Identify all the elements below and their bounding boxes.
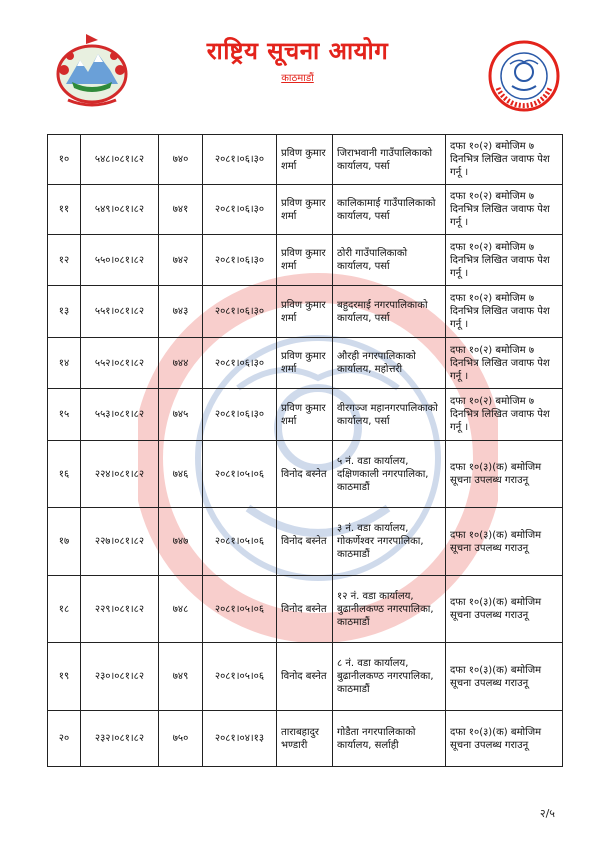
serial-number-cell: १५: [48, 389, 81, 441]
decision-number-cell: ७४९: [159, 643, 203, 711]
office-cell: वीरगञ्ज महानगरपालिकाको कार्यालय, पर्सा: [333, 389, 446, 441]
page-title: राष्ट्रिय सूचना आयोग: [206, 37, 389, 65]
applicant-cell: विनोद बस्नेत: [277, 441, 333, 508]
decision-cell: दफा १०(२) बमोजिम ७ दिनभित्र लिखित जवाफ पेश गर्नू ।: [446, 389, 563, 441]
office-cell: औरही नगरपालिकाको कार्यालय, महोत्तरी: [333, 338, 446, 389]
office-cell: १२ नं. वडा कार्यालय, बुढानीलकण्ठ नगरपालिका, काठमाडौं: [333, 576, 446, 643]
decision-number-cell: ७४१: [159, 185, 203, 235]
decision-cell: दफा १०(३)(क) बमोजिम सूचना उपलब्ध गराउनू: [446, 711, 563, 767]
decision-number-cell: ७४०: [159, 135, 203, 185]
decision-number-cell: ७४४: [159, 338, 203, 389]
applicant-cell: विनोद बस्नेत: [277, 576, 333, 643]
registration-number-cell: ५४९।०८१।८२: [81, 185, 159, 235]
date-cell: २०८१।०६।३०: [203, 286, 277, 338]
decision-cell: दफा १०(२) बमोजिम ७ दिनभित्र लिखित जवाफ पेश गर्नू ।: [446, 338, 563, 389]
registration-number-cell: ५४८।०८१।८२: [81, 135, 159, 185]
office-cell: ३ नं. वडा कार्यालय, गोकर्णेश्वर नगरपालिका, काठमाडौं: [333, 508, 446, 576]
decision-cell: दफा १०(२) बमोजिम ७ दिनभित्र लिखित जवाफ पेश गर्नू ।: [446, 235, 563, 286]
date-cell: २०८१।०५।०६: [203, 643, 277, 711]
table-row: [48, 185, 563, 235]
decision-number-cell: ७४७: [159, 508, 203, 576]
applicant-cell: ताराबहादुर भण्डारी: [277, 711, 333, 767]
applicant-cell: प्रविण कुमार शर्मा: [277, 286, 333, 338]
date-cell: २०८१।०६।३०: [203, 389, 277, 441]
registration-number-cell: २२४।०८१।८२: [81, 441, 159, 508]
serial-number-cell: १९: [48, 643, 81, 711]
decision-cell: दफा १०(३)(क) बमोजिम सूचना उपलब्ध गराउनू: [446, 441, 563, 508]
office-cell: ५ नं. वडा कार्यालय, दक्षिणकाली नगरपालिका, काठमाडौं: [333, 441, 446, 508]
applicant-cell: प्रविण कुमार शर्मा: [277, 185, 333, 235]
registration-number-cell: २३२।०८१।८२: [81, 711, 159, 767]
decision-number-cell: ७४३: [159, 286, 203, 338]
decision-cell: दफा १०(३)(क) बमोजिम सूचना उपलब्ध गराउनू: [446, 508, 563, 576]
serial-number-cell: १३: [48, 286, 81, 338]
registration-number-cell: ५५०।०८१।८२: [81, 235, 159, 286]
decision-cell: दफा १०(२) बमोजिम ७ दिनभित्र लिखित जवाफ पेश गर्नू ।: [446, 185, 563, 235]
registration-number-cell: ५५२।०८१।८२: [81, 338, 159, 389]
decision-cell: दफा १०(३)(क) बमोजिम सूचना उपलब्ध गराउनू: [446, 576, 563, 643]
serial-number-cell: १६: [48, 441, 81, 508]
page-subtitle: काठमाडौं: [281, 73, 314, 84]
table-row: [48, 286, 563, 338]
registration-number-cell: ५५१।०८१।८२: [81, 286, 159, 338]
national-information-commission-seal-icon: [488, 40, 560, 112]
date-cell: २०८१।०५।०६: [203, 576, 277, 643]
decision-number-cell: ७५०: [159, 711, 203, 767]
date-cell: २०८१।०५।०६: [203, 508, 277, 576]
table-row: [48, 441, 563, 508]
serial-number-cell: १०: [48, 135, 81, 185]
applicant-cell: प्रविण कुमार शर्मा: [277, 389, 333, 441]
serial-number-cell: १७: [48, 508, 81, 576]
decision-cell: दफा १०(२) बमोजिम ७ दिनभित्र लिखित जवाफ पेश गर्नू ।: [446, 135, 563, 185]
serial-number-cell: २०: [48, 711, 81, 767]
office-cell: गोडैता नगरपालिकाको कार्यालय, सर्लाही: [333, 711, 446, 767]
registration-number-cell: २२९।०८१।८२: [81, 576, 159, 643]
decision-number-cell: ७४२: [159, 235, 203, 286]
serial-number-cell: १८: [48, 576, 81, 643]
office-cell: ८ नं. वडा कार्यालय, बुढानीलकण्ठ नगरपालिका, काठमाडौं: [333, 643, 446, 711]
office-cell: बहुदरमाई नगरपालिकाको कार्यालय, पर्सा: [333, 286, 446, 338]
table-row: [48, 508, 563, 576]
serial-number-cell: ११: [48, 185, 81, 235]
decision-table: [47, 134, 563, 767]
table-row: [48, 338, 563, 389]
table-row: [48, 643, 563, 711]
registration-number-cell: ५५३।०८१।८२: [81, 389, 159, 441]
applicant-cell: प्रविण कुमार शर्मा: [277, 338, 333, 389]
date-cell: २०८१।०६।३०: [203, 338, 277, 389]
serial-number-cell: १४: [48, 338, 81, 389]
date-cell: २०८१।०६।३०: [203, 185, 277, 235]
registration-number-cell: २२७।०८१।८२: [81, 508, 159, 576]
table-row: [48, 576, 563, 643]
date-cell: २०८१।०५।०६: [203, 441, 277, 508]
applicant-cell: प्रविण कुमार शर्मा: [277, 235, 333, 286]
decision-number-cell: ७४५: [159, 389, 203, 441]
decision-number-cell: ७४६: [159, 441, 203, 508]
registration-number-cell: २३०।०८१।८२: [81, 643, 159, 711]
table-row: [48, 389, 563, 441]
table-row: [48, 135, 563, 185]
page-header: [0, 0, 595, 110]
applicant-cell: विनोद बस्नेत: [277, 508, 333, 576]
date-cell: २०८१।०६।३०: [203, 135, 277, 185]
serial-number-cell: १२: [48, 235, 81, 286]
date-cell: २०८१।०४।१३: [203, 711, 277, 767]
applicant-cell: प्रविण कुमार शर्मा: [277, 135, 333, 185]
office-cell: कालिकामाई गाउँपालिकाको कार्यालय, पर्सा: [333, 185, 446, 235]
date-cell: २०८१।०६।३०: [203, 235, 277, 286]
office-cell: जिराभवानी गाउँपालिकाको कार्यालय, पर्सा: [333, 135, 446, 185]
office-cell: ठोरी गाउँपालिकाको कार्यालय, पर्सा: [333, 235, 446, 286]
decision-number-cell: ७४८: [159, 576, 203, 643]
decision-cell: दफा १०(३)(क) बमोजिम सूचना उपलब्ध गराउनू: [446, 643, 563, 711]
page-number: २/५: [539, 807, 555, 820]
applicant-cell: विनोद बस्नेत: [277, 643, 333, 711]
table-row: [48, 235, 563, 286]
table-row: [48, 711, 563, 767]
decision-cell: दफा १०(२) बमोजिम ७ दिनभित्र लिखित जवाफ पेश गर्नू ।: [446, 286, 563, 338]
